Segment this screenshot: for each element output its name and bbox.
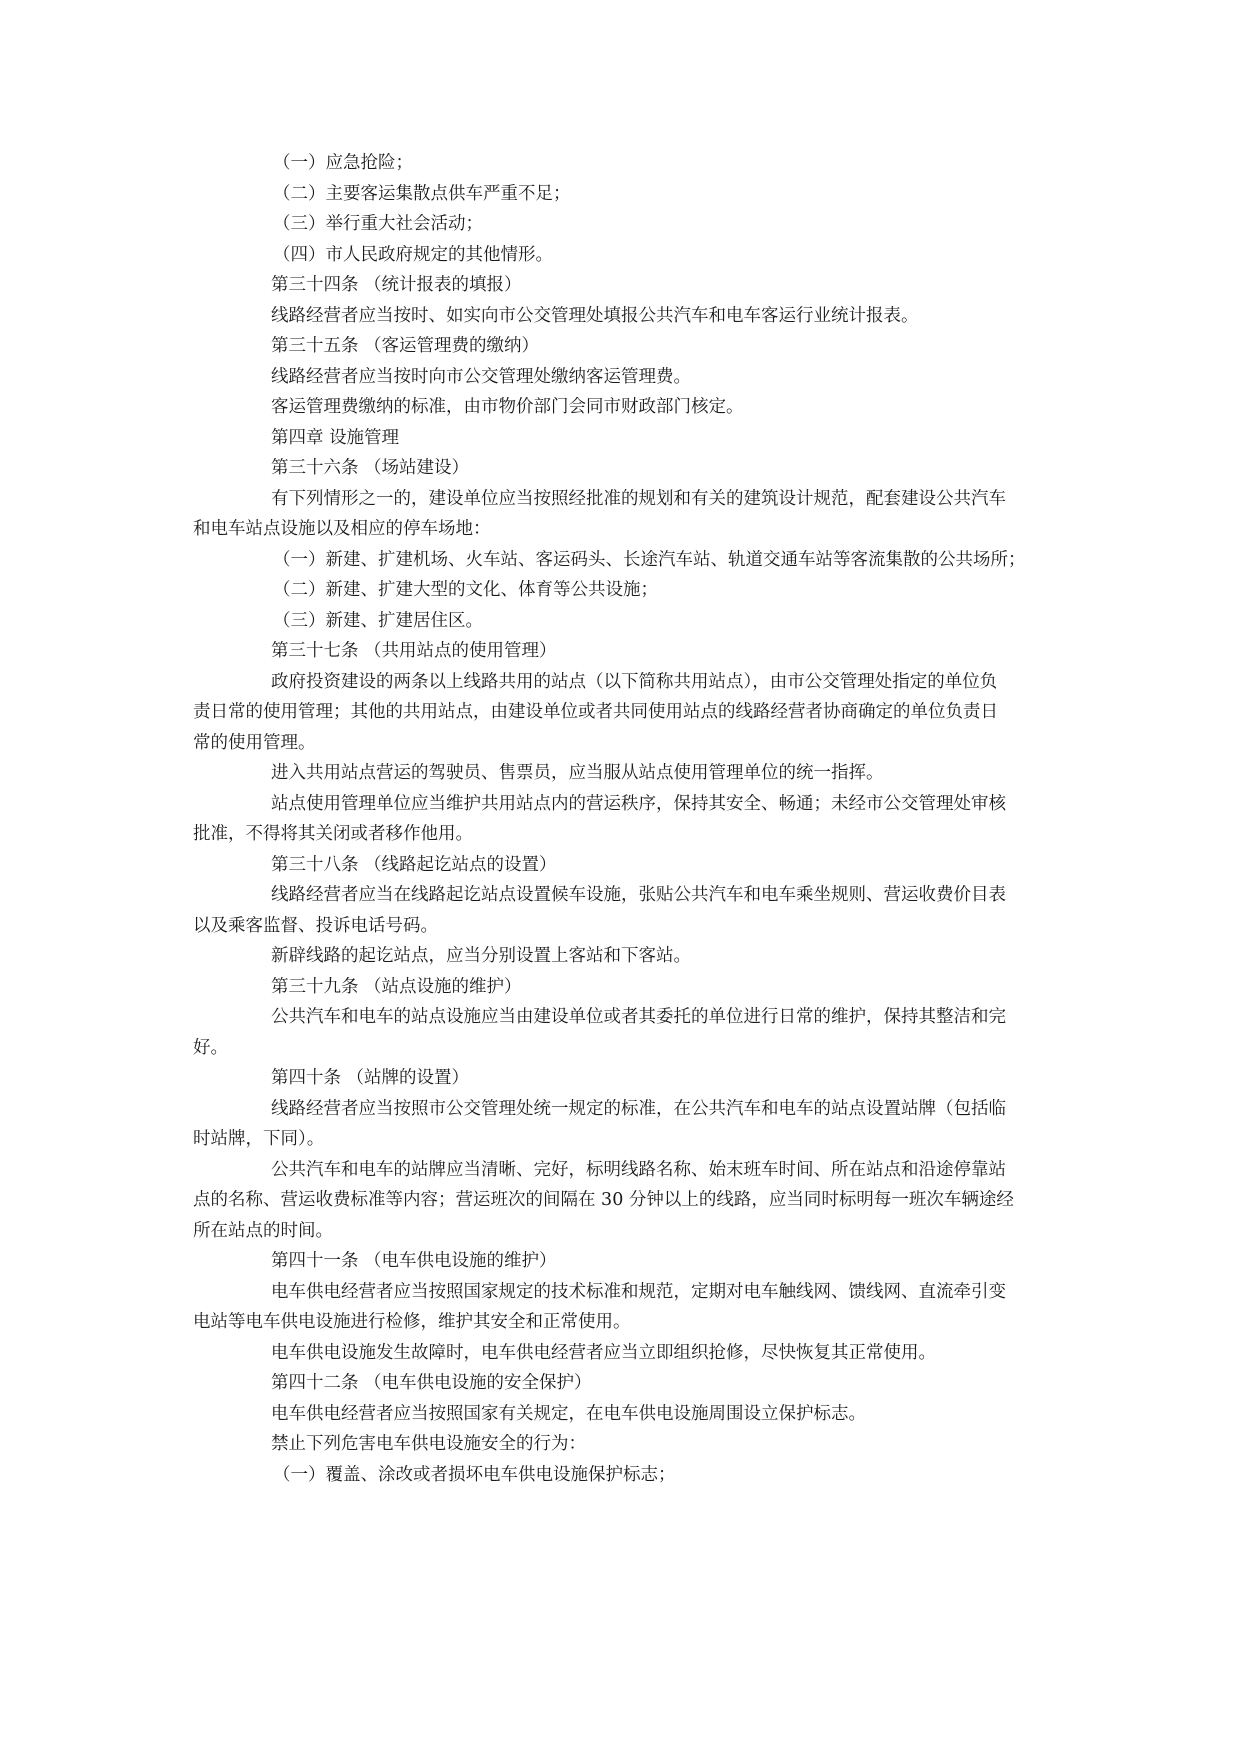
document-line: 电车供电设施发生故障时，电车供电经营者应当立即组织抢修，尽快恢复其正常使用。: [271, 1342, 936, 1363]
document-line: 第四章 设施管理: [271, 427, 400, 448]
document-line: 禁止下列危害电车供电设施安全的行为：: [271, 1434, 586, 1454]
document-line: 客运管理费缴纳的标准，由市物价部门会同市财政部门核定。: [271, 397, 744, 417]
document-line: 第三十八条 （线路起讫站点的设置）: [271, 854, 557, 875]
document-line: 第四十条 （站牌的设置）: [271, 1068, 470, 1088]
document-line: 第四十二条 （电车供电设施的安全保护）: [271, 1373, 592, 1393]
document-line: 批准，不得将其关闭或者移作他用。: [193, 824, 473, 844]
document-line: （一）新建、扩建机场、火车站、客运码头、长途汽车站、轨道交通车站等客流集散的公共场所；: [273, 549, 1026, 570]
document-line: 线路经营者应当在线路起讫站点设置候车设施，张贴公共汽车和电车乘坐规则、营运收费价目表: [271, 885, 1006, 905]
document-line: 新辟线路的起讫站点，应当分别设置上客站和下客站。: [271, 946, 691, 966]
document-line: （一）应急抢险；: [273, 153, 413, 173]
document-line: 以及乘客监督、投诉电话号码。: [193, 915, 438, 936]
document-line: 政府投资建设的两条以上线路共用的站点（以下简称共用站点），由市公交管理处指定的单位负: [271, 671, 998, 692]
document-line: 第三十四条 （统计报表的填报）: [271, 275, 522, 295]
document-line: 第三十五条 （客运管理费的缴纳）: [271, 336, 540, 356]
document-line: 第三十七条 （共用站点的使用管理）: [271, 641, 557, 661]
document-line: 站点使用管理单位应当维护共用站点内的营运秩序，保持其安全、畅通；未经市公交管理处审核: [271, 793, 1006, 814]
document-line: （二）新建、扩建大型的文化、体育等公共设施；: [273, 580, 658, 600]
document-line: 责日常的使用管理；其他的共用站点，由建设单位或者共同使用站点的线路经营者协商确定的单位负责日: [193, 702, 998, 722]
document-line: 公共汽车和电车的站点设施应当由建设单位或者其委托的单位进行日常的维护，保持其整洁和完: [271, 1007, 1006, 1027]
document-line: 所在站点的时间。: [193, 1220, 333, 1241]
document-line: 点的名称、营运收费标准等内容；营运班次的间隔在 30 分钟以上的线路，应当同时标明每一班次车辆途经: [193, 1190, 1014, 1210]
document-line: 线路经营者应当按照市公交管理处统一规定的标准，在公共汽车和电车的站点设置站牌（包括临: [271, 1098, 1006, 1119]
document-line: 时站牌，下同）。: [193, 1129, 325, 1149]
document-line: 电车供电经营者应当按照国家规定的技术标准和规范，定期对电车触线网、馈线网、直流牵引变: [271, 1281, 1006, 1302]
document-line: （四）市人民政府规定的其他情形。: [273, 244, 553, 265]
document-line: 线路经营者应当按时向市公交管理处缴纳客运管理费。: [271, 366, 691, 387]
document-line: 和电车站点设施以及相应的停车场地：: [193, 519, 491, 539]
document-line: （一）覆盖、涂改或者损坏电车供电设施保护标志；: [273, 1464, 676, 1485]
document-line: 第三十六条 （场站建设）: [271, 458, 470, 478]
document-line: （三）新建、扩建居住区。: [273, 610, 483, 631]
document-line: 电站等电车供电设施进行检修，维护其安全和正常使用。: [193, 1312, 631, 1332]
document-line: 第三十九条 （站点设施的维护）: [271, 976, 522, 997]
document-line: 进入共用站点营运的驾驶员、售票员，应当服从站点使用管理单位的统一指挥。: [271, 763, 884, 783]
document-line: 好。: [193, 1037, 228, 1058]
document-line: （三）举行重大社会活动；: [273, 214, 483, 234]
document-line: 线路经营者应当按时、如实向市公交管理处填报公共汽车和电车客运行业统计报表。: [271, 305, 919, 326]
document-line: 公共汽车和电车的站牌应当清晰、完好，标明线路名称、始末班车时间、所在站点和沿途停靠站: [271, 1159, 1006, 1180]
document-line: 电车供电经营者应当按照国家有关规定，在电车供电设施周围设立保护标志。: [271, 1403, 866, 1424]
document-body: [193, 148, 1068, 1490]
document-line: 有下列情形之一的，建设单位应当按照经批准的规划和有关的建筑设计规范，配套建设公共汽车: [271, 488, 1006, 509]
document-line: （二）主要客运集散点供车严重不足；: [273, 183, 571, 204]
document-line: 第四十一条 （电车供电设施的维护）: [271, 1251, 557, 1271]
document-line: 常的使用管理。: [193, 732, 316, 753]
